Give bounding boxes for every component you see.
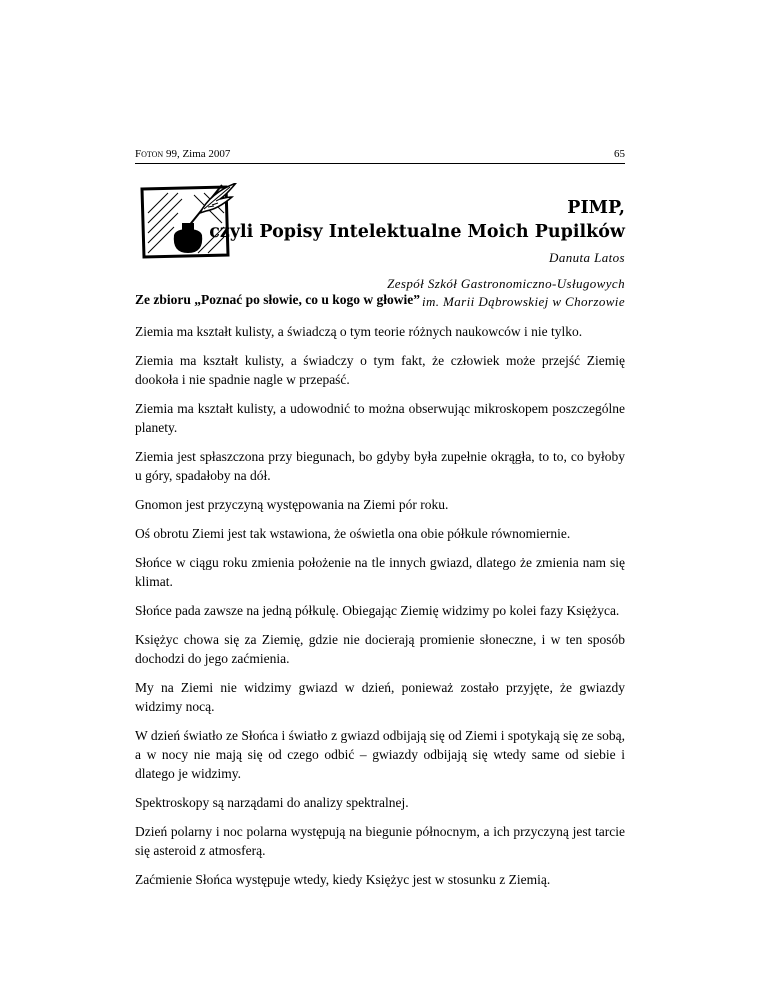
paragraph: Księżyc chowa się za Ziemię, gdzie nie docierają promienie słoneczne, i w ten sposób dochodzi do jego zaćmienia. [135, 631, 625, 666]
article-title-line2: czyli Popisy Intelektualne Moich Pupilków [209, 222, 625, 242]
paragraph: Słońce w ciągu roku zmienia położenie na tle innych gwiazd, dlatego że zmienia nam się klimat. [135, 554, 625, 589]
paragraph: Oś obrotu Ziemi jest tak wstawiona, że oświetla ona obie półkule równomiernie. [135, 525, 571, 541]
paragraph: My na Ziemi nie widzimy gwiazd w dzień, ponieważ zostało przyjęte, że gwiazdy widzimy nocą. [135, 679, 625, 714]
paragraph: Ziemia ma kształt kulisty, a świadczą o tym teorie różnych naukowców i nie tylko. [135, 324, 583, 339]
journal-name: Foton [135, 148, 164, 160]
article-title-line1: PIMP, [567, 198, 625, 218]
affiliation-line2: im. Marii Dąbrowskiej w Chorzowie [421, 294, 625, 309]
paragraph: Gnomon jest przyczyną występowania na Ziemi pór roku. [135, 497, 449, 513]
paragraph: Słońce pada zawsze na jedną półkulę. Obiegając Ziemię widzimy po kolei fazy Księżyca. [135, 602, 620, 618]
paragraph: Ziemia ma kształt kulisty, a udowodnić to można obserwując mikroskopem poszczególne planety. [135, 400, 625, 436]
paragraph: Spektroskopy są narządami do analizy spektralnej. [135, 795, 409, 811]
article-body [135, 322, 625, 899]
author-name: Danuta Latos [549, 250, 625, 265]
issue-label: 99, Zima 2007 [163, 148, 231, 160]
page-number: 65 [614, 148, 625, 160]
journal-issue [135, 148, 230, 160]
paragraph: Dzień polarny i noc polarna występują na biegunie północnym, a ich przyczyną jest tarcie się asteroid z atmosferą. [135, 823, 625, 859]
paragraph: W dzień światło ze Słońca i światło z gwiazd odbijają się od Ziemi i spotykają się ze sobą, a w nocy nie mają się od czego odbić – gwiazdy odbijają się wtedy same od siebie i dlatego je widzimy. [135, 727, 625, 782]
affiliation-line1: Zespół Szkół Gastronomiczno-Usługowych [387, 276, 625, 291]
section-heading: Ze zbioru „Poznać po słowie, co u kogo w głowie” [135, 292, 420, 307]
paragraph: Ziemia ma kształt kulisty, a świadczy o tym fakt, że człowiek może przejść Ziemię dookoła i nie spadnie nagle w przepaść. [135, 352, 625, 388]
running-header [135, 148, 625, 164]
paragraph: Ziemia jest spłaszczona przy biegunach, bo gdyby była zupełnie okrągła, to to, co byłoby u góry, spadałoby na dół. [135, 448, 625, 484]
paragraph: Zaćmienie Słońca występuje wtedy, kiedy Księżyc jest w stosunku z Ziemią. [135, 872, 551, 888]
